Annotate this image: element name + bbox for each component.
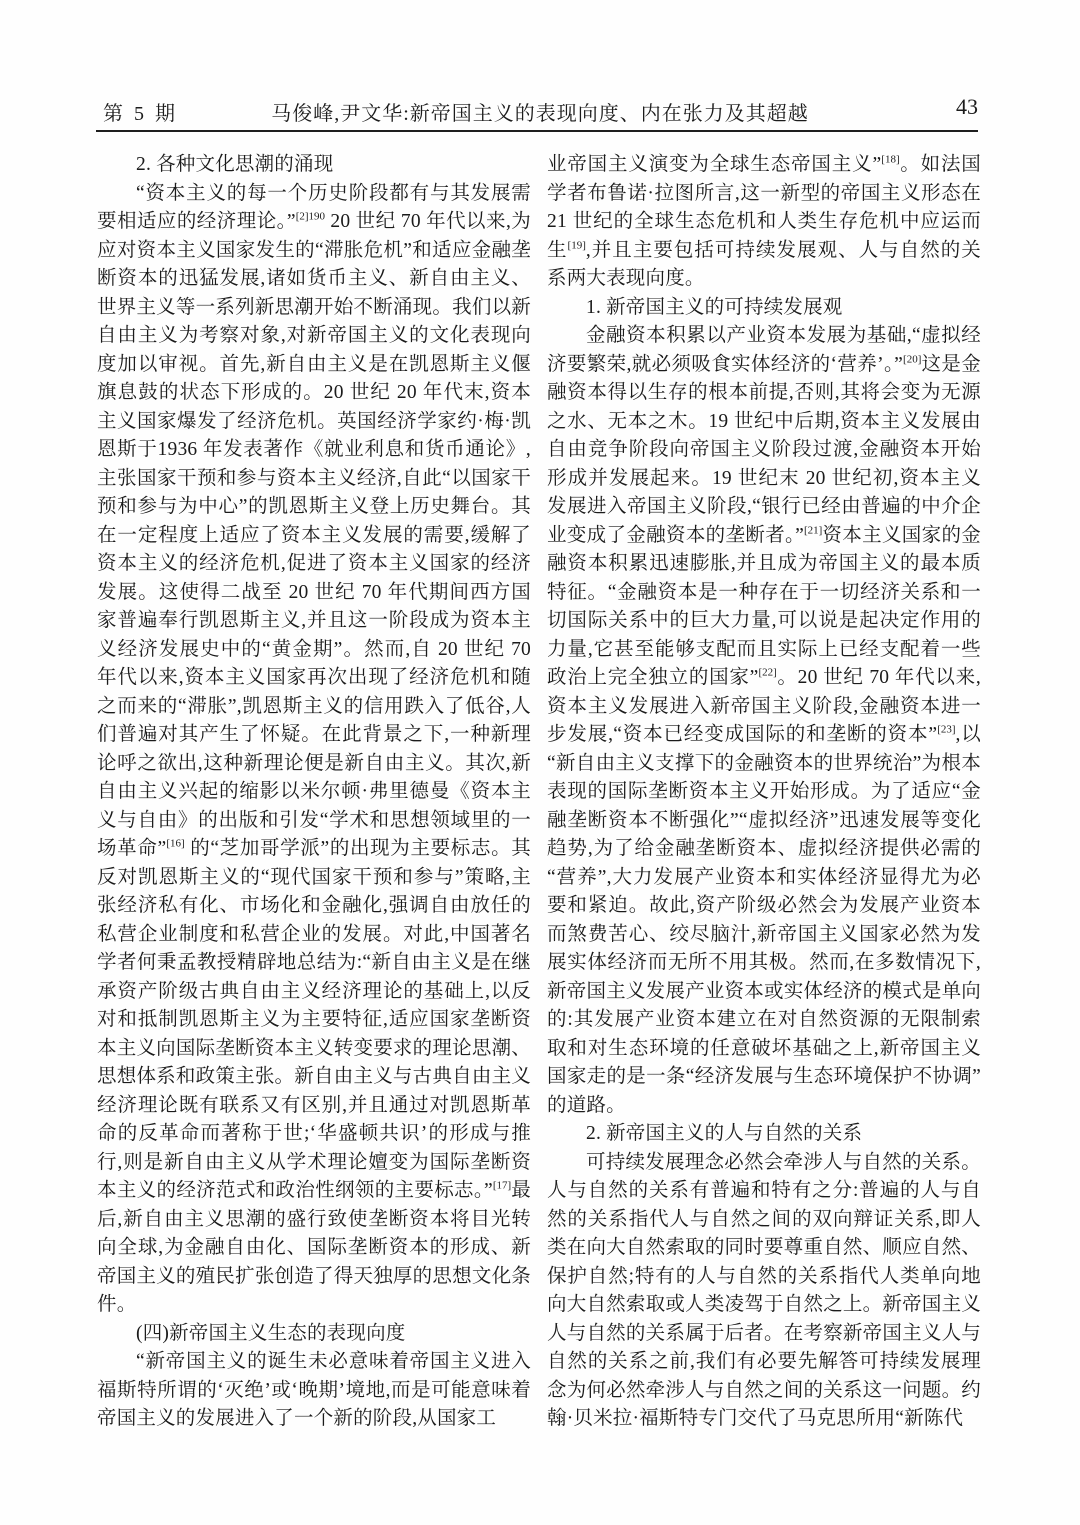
column-right [547,151,981,1434]
header-page-number: 43 [956,94,978,119]
text-run: ,并且主要包括可持续发展观、人与自然的关系两大表现向度。 [547,239,981,289]
text-run: 。20 世纪 70 年代以来,资本主义发展进入新帝国主义阶段,金融资本进一步发展,“资本已经变成国际的和垄断的资本” [547,667,981,745]
section-heading [97,1320,531,1349]
header-rule [96,130,978,132]
section-heading [97,151,531,180]
text-run: 这是金融资本得以生存的根本前提,否则,其将会变为无源之水、无本之木。19 世纪中后期,资本主义发展由自由竞争阶段向帝国主义阶段过渡,金融资本开始形成并发展起来。19 世纪末 20 世纪初,资本主义发展进入帝国主义阶段,“银行已经由普遍的中介企业变成了金融资本的垄断者。” [547,353,981,546]
paragraph [547,1149,981,1434]
citation-ref: [18] [881,153,900,166]
text-run: “新帝国主义的诞生未必意味着帝国主义进入福斯特所谓的‘灭绝’或‘晚期’境地,而是可能意味着帝国主义的发展进入了一个新的阶段,从国家工 [97,1351,531,1429]
text-run: 最后,新自由主义思潮的盛行致使垄断资本将目光转向全球,为金融自由化、国际垄断资本的形成、新帝国主义的殖民扩张创造了得天独厚的思想文化条件。 [97,1180,532,1315]
citation-ref: [17] [492,1179,512,1192]
paragraph [97,180,531,1320]
text-run: 2. 新帝国主义的人与自然的关系 [586,1123,863,1144]
text-run: 可持续发展理念必然会牵涉人与自然的关系。人与自然的关系有普遍和特有之分:普遍的人与自然的关系指代人与自然之间的双向辩证关系,即人类在向大自然索取的同时要尊重自然、顺应自然、保护自然;特有的人与自然的关系指代人类单向地向大自然索取或人类凌驾于自然之上。新帝国主义人与自然的关系属于后者。在考察新帝国主义人与自然的关系之前,我们有必要先解答可持续发展理念为何必然牵涉人与自然之间的关系这一问题。约翰·贝米拉·福斯特专门交代了马克思所用“新陈代 [547,1151,981,1429]
text-run: 的“芝加哥学派”的出现为主要标志。其反对凯恩斯主义的“现代国家干预和参与”策略,主张经济私有化、市场化和金融化,强调自由放任的私营企业制度和私营企业的发展。对此,中国著名学者何秉孟教授精辟地总结为:“新自由主义是在继承资产阶级古典自由主义经济理论的基础上,以反对和抵制凯恩斯主义为主要特征,适应国家垄断资本主义向国际垄断资本主义转变要求的理论思潮、思想体系和政策主张。新自由主义与古典自由主义经济理论既有联系又有区别,并且通过对凯恩斯革命的反革命而著称于世;‘华盛顿共识’的形成与推行,则是新自由主义从学术理论嬗变为国际垄断资本主义的经济范式和政治性纲领的主要标志。” [97,838,531,1201]
citation-ref: [20] [903,353,922,365]
text-run: 业帝国主义演变为全球生态帝国主义” [547,154,882,175]
header-running-title: 马俊峰,尹文华:新帝国主义的表现向度、内在张力及其超越 [271,103,809,125]
text-run: 2. 各种文化思潮的涌现 [136,154,334,175]
text-run: 金融资本积累以产业资本发展为基础,“虚拟经济要繁荣,就必须吸食实体经济的‘营养’。” [547,325,981,375]
paragraph [97,1348,531,1434]
citation-ref: [21] [803,524,823,536]
section-heading [547,294,981,323]
paragraph [547,322,981,1120]
citation-ref: [22] [758,666,777,679]
text-run: (四)新帝国主义生态的表现向度 [136,1322,406,1344]
text-run: 20 世纪 70 年代以来,为应对资本主义国家发生的“滞胀危机”和适应金融垄断资本的迅猛发展,诸如货币主义、新自由主义、世界主义等一系列新思潮开始不断涌现。我们以新自由主义为考察对象,对新帝国主义的文化表现向度加以审视。首先,新自由主义是在凯恩斯主义偃旗息鼓的状态下形成的。20 世纪 20 年代末,资本主义国家爆发了经济危机。英国经济学家约·梅·凯恩斯于1936 年发表著作《就业利息和货币通论》,主张国家干预和参与资本主义经济,自此“以国家干预和参与为中心”的凯恩斯主义登上历史舞台。其在一定程度上适应了资本主义发展的需要,缓解了资本主义的经济危机,促进了资本主义国家的经济发展。这使得二战至 20 世纪 70 年代期间西方国家普遍奉行凯恩斯主义,并且这一阶段成为资本主义经济发展史中的“黄金期”。然而,自 20 世纪 70 年代以来,资本主义国家再次出现了经济危机和随之而来的“滞胀”,凯恩斯主义的信用跌入了低谷,人们普遍对其产生了怀疑。在此背景之下,一种新理论呼之欲出,这种新理论便是新自由主义。其次,新自由主义兴起的缩影以米尔顿·弗里德曼《资本主义与自由》的出版和引发“学术和思想领域里的一场革命” [97,211,531,859]
header-issue-label: 第 5 期 [103,103,178,125]
citation-ref: [19] [567,239,586,251]
text-run: 资本主义国家的金融资本积累迅速膨胀,并且成为帝国主义的最本质特征。“金融资本是一种存在于一切经济关系和一切国际关系中的巨大力量,可以说是起决定作用的力量,它甚至能够支配而且实际上已经支配着一些政治上完全独立的国家” [547,524,981,688]
citation-ref: [2]190 [295,210,326,223]
column-left [97,151,531,1434]
text-run: “资本主义的每一个历史阶段都有与其发展需要相适应的经济理论。” [97,182,531,232]
text-run: 。如法国学者布鲁诺·拉图所言,这一新型的帝国主义形态在 21 世纪的全球生态危机和人类生存危机中应运而生 [547,154,981,261]
article-body [97,151,981,1434]
text-run: 1. 新帝国主义的可持续发展观 [586,296,843,318]
section-heading [547,1120,981,1149]
paragraph [547,151,981,294]
citation-ref: [16] [166,837,185,850]
text-run: ,以“新自由主义支撑下的金融资本的世界统治”为根本表现的国际垄断资本主义开始形成。为了适应“金融垄断资本不断强化”“虚拟经济”迅速发展等变化趋势,为了给金融垄断资本、虚拟经济提供必需的“营养”,大力发展产业资本和实体经济显得尤为必要和紧迫。故此,资产阶级必然会为发展产业资本而煞费苦心、绞尽脑汁,新帝国主义国家必然为发展实体经济而无所不用其极。然而,在多数情况下,新帝国主义发展产业资本或实体经济的模式是单向的:其发展产业资本建立在对自然资源的无限制索取和对生态环境的任意破坏基础之上,新帝国主义国家走的是一条“经济发展与生态环境保护不协调”的道路。 [547,724,981,1116]
citation-ref: [23] [937,723,956,736]
